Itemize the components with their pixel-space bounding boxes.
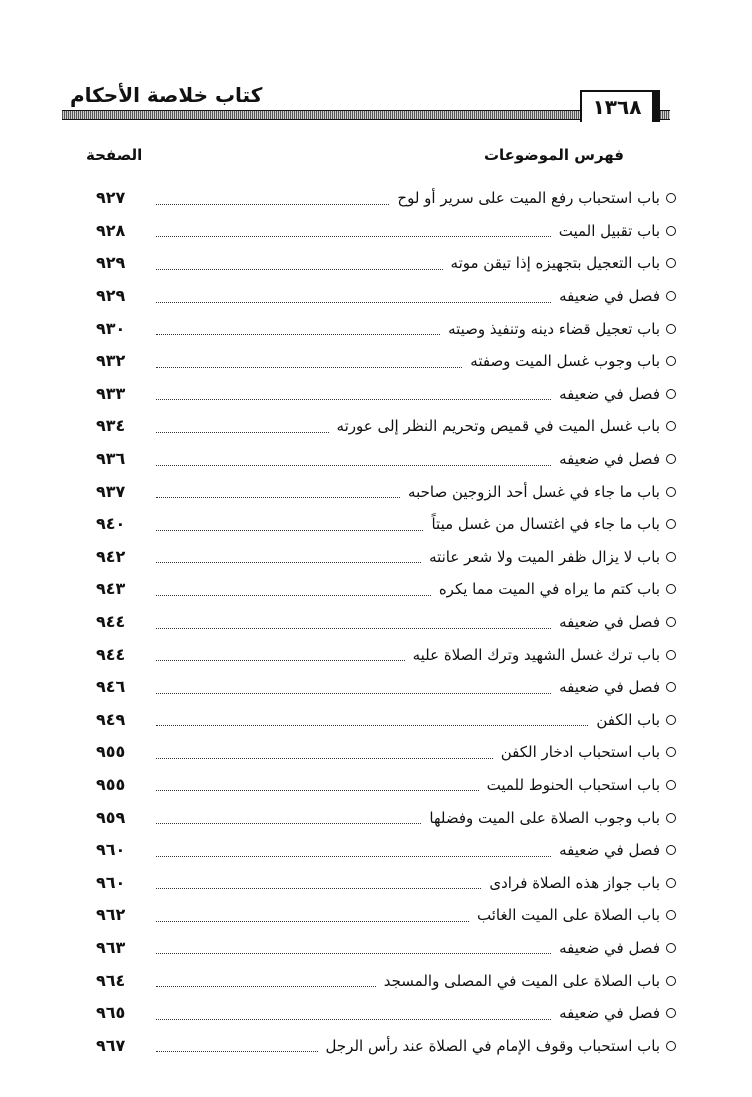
toc-entry-title: باب لا يزال ظفر الميت ولا شعر عانته <box>429 547 660 566</box>
toc-entry <box>96 182 676 215</box>
circle-bullet-icon <box>666 291 676 301</box>
dot-leader <box>156 628 551 629</box>
dot-leader <box>156 758 493 759</box>
toc-entry-page: ٩٦٣ <box>96 937 126 957</box>
circle-bullet-icon <box>666 845 676 855</box>
toc-entry-title: فصل في ضعيفه <box>559 938 660 957</box>
toc-entry <box>96 215 676 248</box>
toc-entry <box>96 899 676 932</box>
circle-bullet-icon <box>666 780 676 790</box>
dot-leader <box>156 1019 551 1020</box>
toc-entry <box>96 638 676 671</box>
toc-entry-page: ٩٤٩ <box>96 709 126 729</box>
toc-entry-title: فصل في ضعيفه <box>559 1004 660 1023</box>
toc-entry-page: ٩٤٦ <box>96 677 126 697</box>
toc-entry-title: فصل في ضعيفه <box>559 678 660 697</box>
toc-entry <box>96 704 676 737</box>
circle-bullet-icon <box>666 258 676 268</box>
toc-entry-page: ٩٥٥ <box>96 742 126 762</box>
circle-bullet-icon <box>666 747 676 757</box>
toc-entry-page: ٩٣٧ <box>96 481 126 501</box>
toc-entry-title: باب تقبيل الميت <box>558 221 660 240</box>
toc-entry-page: ٩٥٥ <box>96 774 126 794</box>
toc-entry-title: باب استحباب الحنوط للميت <box>486 775 660 794</box>
toc-entry-title: باب استحباب وقوف الإمام في الصلاة عند رأس الرجل <box>325 1036 660 1055</box>
toc-entry-page: ٩٦٧ <box>96 1035 126 1055</box>
circle-bullet-icon <box>666 1008 676 1018</box>
circle-bullet-icon <box>666 324 676 334</box>
toc-entry <box>96 443 676 476</box>
circle-bullet-icon <box>666 617 676 627</box>
dot-leader <box>156 823 421 824</box>
circle-bullet-icon <box>666 487 676 497</box>
running-header <box>62 84 670 124</box>
toc-entry <box>96 932 676 965</box>
dot-leader <box>156 790 479 791</box>
toc-entry <box>96 508 676 541</box>
toc-entry <box>96 475 676 508</box>
dot-leader <box>156 595 431 596</box>
toc-entry-page: ٩٣٠ <box>96 318 126 338</box>
toc-entry <box>96 1029 676 1062</box>
dot-leader <box>156 432 329 433</box>
dot-leader <box>156 562 421 563</box>
dot-leader <box>156 921 469 922</box>
toc-entry <box>96 834 676 867</box>
circle-bullet-icon <box>666 1041 676 1051</box>
dot-leader <box>156 269 443 270</box>
toc-entry <box>96 866 676 899</box>
dot-leader <box>156 953 551 954</box>
toc-entry-title: باب استحباب رفع الميت على سرير أو لوح <box>397 189 660 208</box>
circle-bullet-icon <box>666 584 676 594</box>
toc-entry-page: ٩٣٦ <box>96 449 126 469</box>
toc-entry-page: ٩٥٩ <box>96 807 126 827</box>
page-number: ١٣٦٨ <box>592 95 642 119</box>
toc-entry-title: باب كتم ما يراه في الميت مما يكره <box>438 580 660 599</box>
toc-entry <box>96 964 676 997</box>
page-number-box <box>580 90 654 122</box>
toc-entry-title: باب غسل الميت في قميص وتحريم النظر إلى عورته <box>336 417 660 436</box>
dot-leader <box>156 302 551 303</box>
toc-entry-page: ٩٣٤ <box>96 416 126 436</box>
toc-entry-title: باب استحباب ادخار الكفن <box>500 743 660 762</box>
circle-bullet-icon <box>666 715 676 725</box>
toc-entry <box>96 541 676 574</box>
toc-entry-title: باب ما جاء في اغتسال من غسل ميتاً <box>431 515 660 534</box>
toc-entry-page: ٩٣٢ <box>96 351 126 371</box>
toc-entry-title: باب الصلاة على الميت في المصلى والمسجد <box>383 971 660 990</box>
toc-entry <box>96 345 676 378</box>
dot-leader <box>156 660 405 661</box>
circle-bullet-icon <box>666 356 676 366</box>
dot-leader <box>156 856 551 857</box>
circle-bullet-icon <box>666 389 676 399</box>
circle-bullet-icon <box>666 682 676 692</box>
dot-leader <box>156 725 588 726</box>
toc-entry-page: ٩٦٠ <box>96 872 126 892</box>
toc-entry-page: ٩٣٣ <box>96 383 126 403</box>
toc-entry-title: باب وجوب غسل الميت وصفته <box>470 352 660 371</box>
toc-entry-title: فصل في ضعيفه <box>559 613 660 632</box>
dot-leader <box>156 888 481 889</box>
toc-entry-page: ٩٤٠ <box>96 514 126 534</box>
toc-entry-title: فصل في ضعيفه <box>559 384 660 403</box>
dot-leader <box>156 693 551 694</box>
dot-leader <box>156 367 462 368</box>
circle-bullet-icon <box>666 813 676 823</box>
circle-bullet-icon <box>666 650 676 660</box>
toc-entry-title: فصل في ضعيفه <box>559 450 660 469</box>
toc-entry <box>96 997 676 1030</box>
dot-leader <box>156 530 423 531</box>
toc-entry-title: فصل في ضعيفه <box>559 841 660 860</box>
toc-entry-title: باب الصلاة على الميت الغائب <box>476 906 660 925</box>
toc-entry-page: ٩٦٢ <box>96 905 126 925</box>
toc-entry-page: ٩٤٤ <box>96 612 126 632</box>
toc-entry <box>96 671 676 704</box>
circle-bullet-icon <box>666 519 676 529</box>
toc-entry-title: فصل في ضعيفه <box>559 287 660 306</box>
page-column-heading: الصفحة <box>86 146 143 164</box>
dot-leader <box>156 334 440 335</box>
toc-entry-page: ٩٦٠ <box>96 840 126 860</box>
toc-entry <box>96 312 676 345</box>
dot-leader <box>156 465 551 466</box>
toc-entry-title: باب وجوب الصلاة على الميت وفضلها <box>429 808 660 827</box>
toc-entry-title: باب جواز هذه الصلاة فرادى <box>489 873 660 892</box>
circle-bullet-icon <box>666 976 676 986</box>
toc-entry-title: باب ترك غسل الشهيد وترك الصلاة عليه <box>412 645 660 664</box>
toc-entry <box>96 606 676 639</box>
circle-bullet-icon <box>666 552 676 562</box>
circle-bullet-icon <box>666 421 676 431</box>
book-title: كتاب خلاصة الأحكام <box>70 82 268 108</box>
toc-entry-page: ٩٦٥ <box>96 1003 126 1023</box>
circle-bullet-icon <box>666 193 676 203</box>
toc-entry-title: باب ما جاء في غسل أحد الزوجين صاحبه <box>408 482 660 501</box>
toc-entry <box>96 801 676 834</box>
toc-entry-title: باب التعجيل بتجهيزه إذا تيقن موته <box>450 254 660 273</box>
circle-bullet-icon <box>666 910 676 920</box>
dot-leader <box>156 204 389 205</box>
toc-entry <box>96 280 676 313</box>
dot-leader <box>156 497 400 498</box>
toc-entry-title: باب تعجيل قضاء دينه وتنفيذ وصيته <box>448 319 660 338</box>
toc-entry-page: ٩٢٧ <box>96 188 126 208</box>
dot-leader <box>156 986 376 987</box>
circle-bullet-icon <box>666 226 676 236</box>
toc-entry-page: ٩٤٤ <box>96 644 126 664</box>
dot-leader <box>156 399 551 400</box>
circle-bullet-icon <box>666 878 676 888</box>
toc-entry <box>96 247 676 280</box>
toc-entry <box>96 736 676 769</box>
toc-entry-page: ٩٤٣ <box>96 579 126 599</box>
dot-leader <box>156 1051 318 1052</box>
circle-bullet-icon <box>666 943 676 953</box>
toc-column-heading: فهرس الموضوعات <box>483 146 624 164</box>
toc-entry-title: باب الكفن <box>596 710 660 729</box>
toc-entry <box>96 410 676 443</box>
toc-entry-page: ٩٤٢ <box>96 546 126 566</box>
toc-entry <box>96 378 676 411</box>
dot-leader <box>156 236 551 237</box>
header-ornamental-band <box>62 110 670 120</box>
toc-entry-page: ٩٦٤ <box>96 970 126 990</box>
toc-entry <box>96 769 676 802</box>
toc-list <box>96 182 676 1062</box>
toc-entry-page: ٩٢٩ <box>96 253 126 273</box>
toc-entry-page: ٩٢٨ <box>96 220 126 240</box>
toc-entry-page: ٩٢٩ <box>96 286 126 306</box>
circle-bullet-icon <box>666 454 676 464</box>
toc-entry <box>96 573 676 606</box>
